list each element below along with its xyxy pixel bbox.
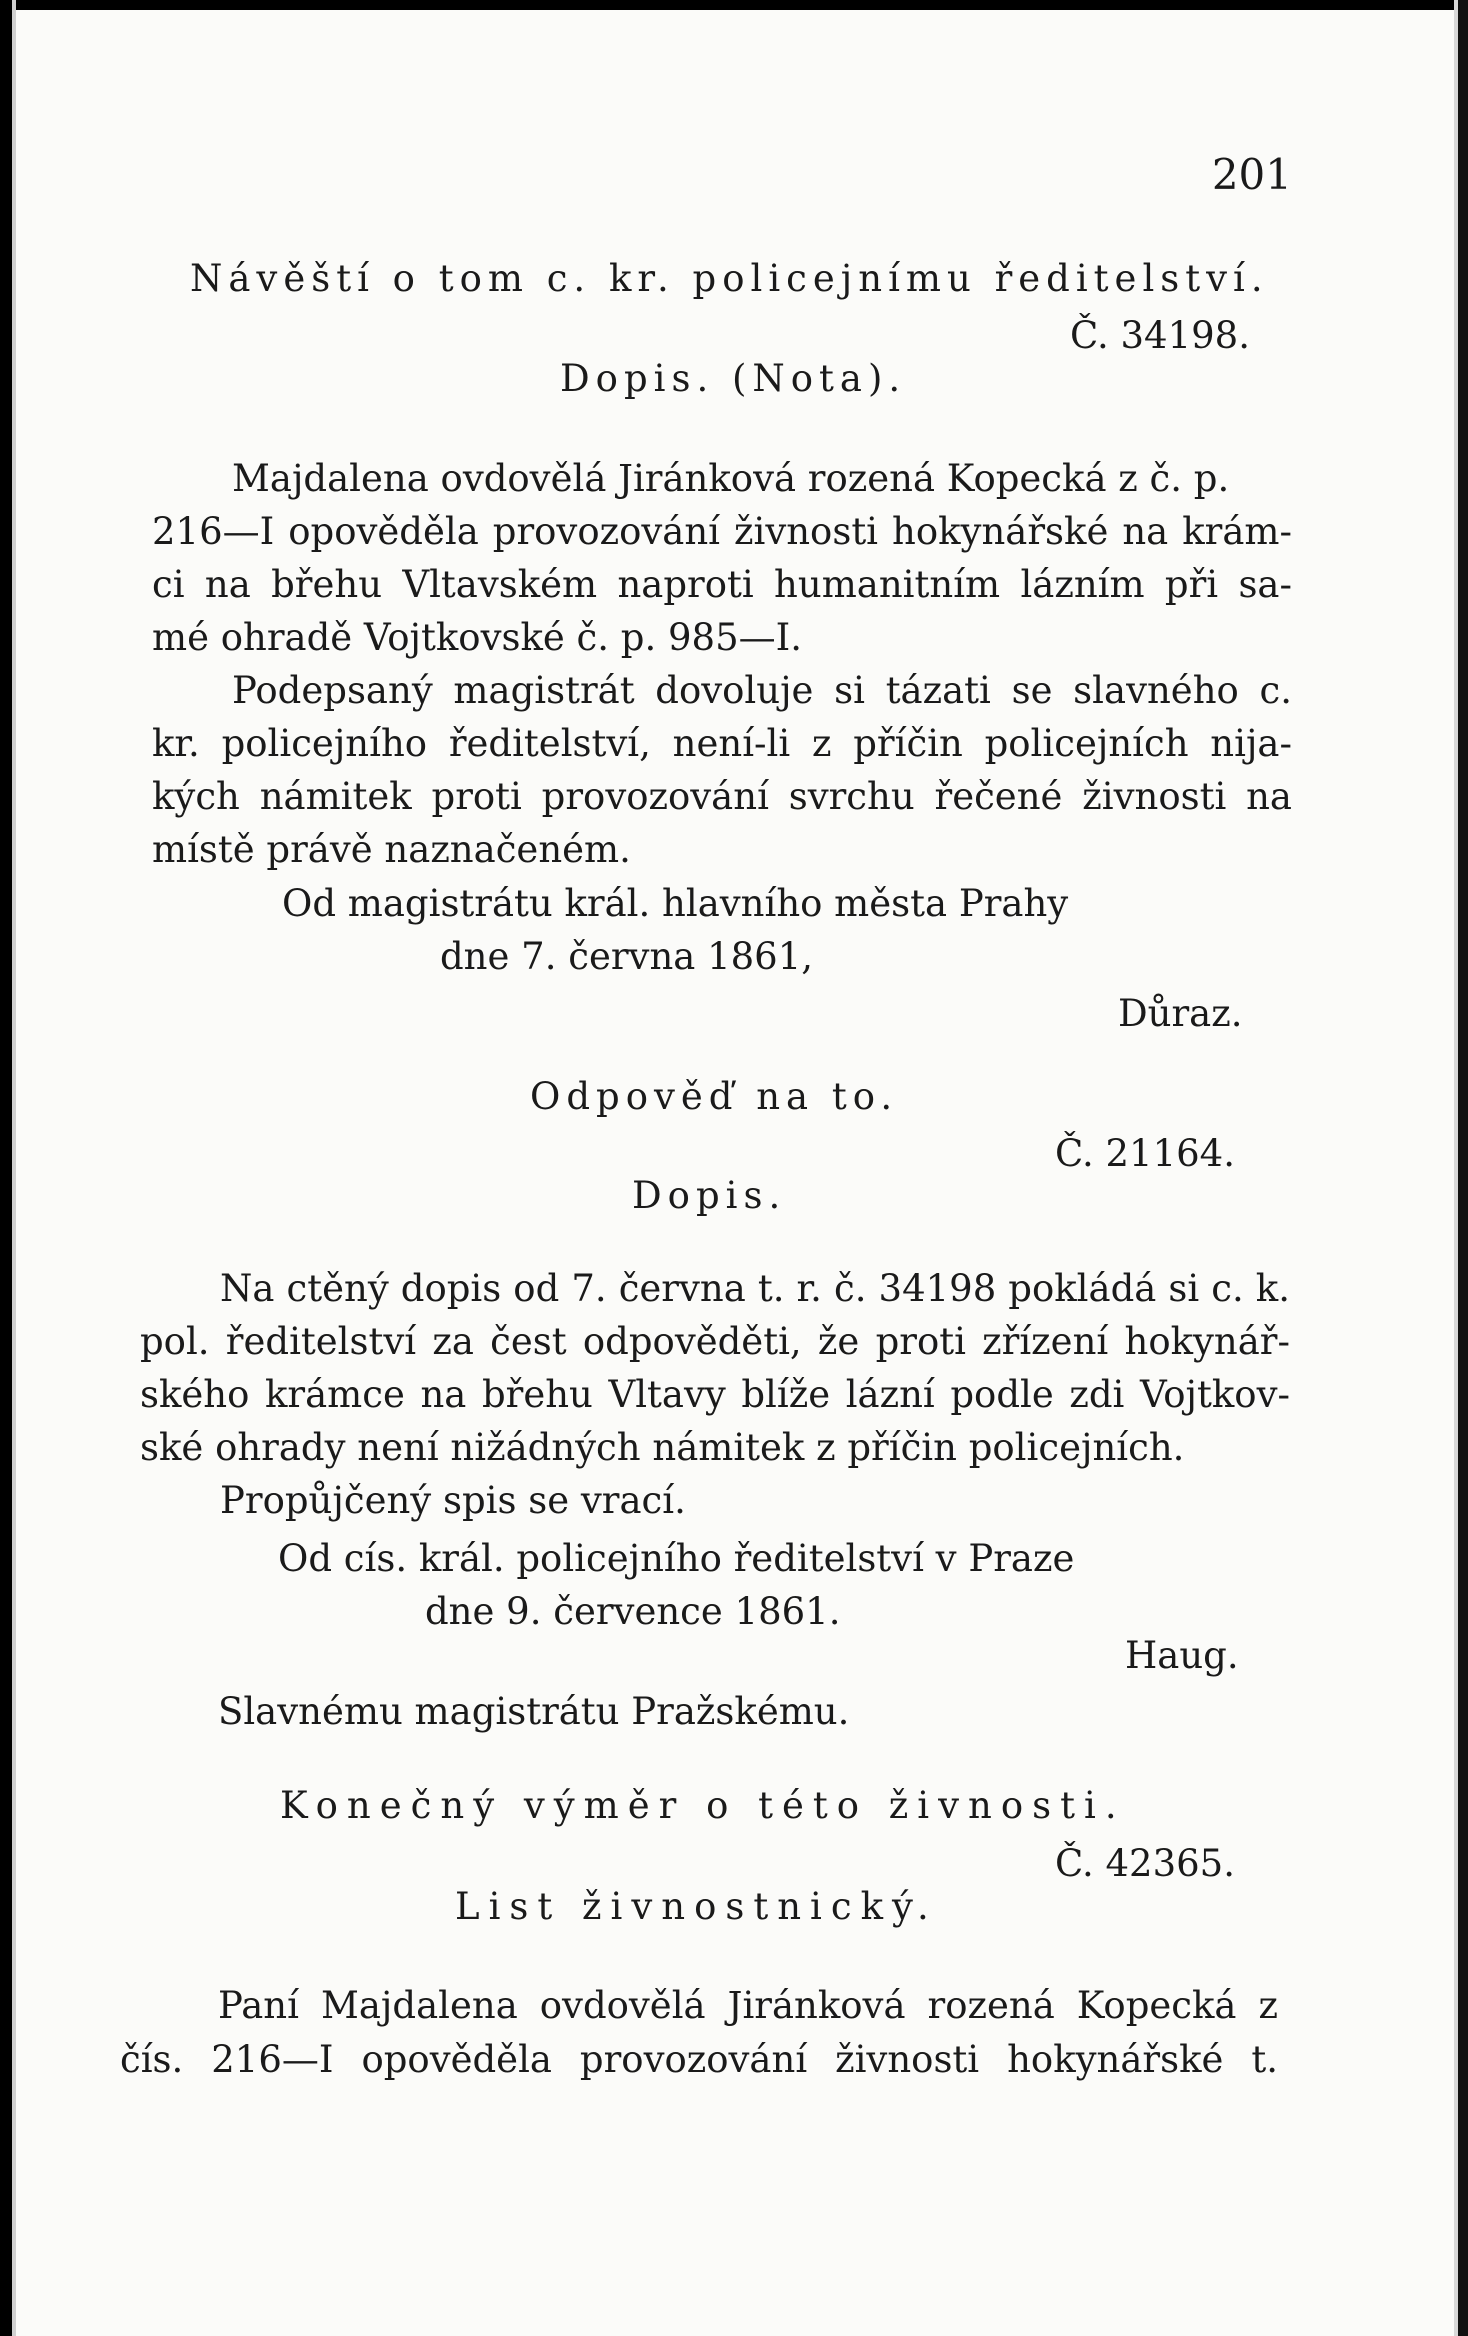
section3-body-line: Paní Majdalena ovdovělá Jiránková rozená Kopecká z [218, 1984, 1278, 2027]
section3-subheading: List živnostnický. [455, 1885, 938, 1928]
scan-border-left-gap [12, 0, 16, 2336]
section1-number: Č. 34198. [1070, 314, 1250, 357]
section1-heading: Návěští o tom c. kr. policejnímu ředitelství. [190, 257, 1269, 300]
section1-body-line: místě právě naznačeném. [152, 828, 631, 871]
section2-date: dne 9. července 1861. [425, 1590, 841, 1633]
section2-sender: Od cís. král. policejního ředitelství v Praze [278, 1537, 1075, 1580]
section2-body-line: pol. ředitelství za čest odpověděti, že proti zřízení hokynář- [140, 1320, 1290, 1363]
section2-body-line: Na ctěný dopis od 7. června t. r. č. 34198 pokládá si c. k. [220, 1267, 1290, 1310]
scan-border-top [0, 0, 1468, 10]
section3-body-line: čís. 216—I opověděla provozování živnosti hokynářské t. [120, 2038, 1278, 2081]
section1-body-line: kr. policejního ředitelství, není-li z příčin policejních nija- [152, 722, 1292, 765]
section2-body-line: ského krámce na břehu Vltavy blíže lázní podle zdi Vojtkov- [140, 1373, 1290, 1416]
scan-border-right [1458, 0, 1468, 2336]
section1-body-line: ci na břehu Vltavském naproti humanitním lázním při sa- [152, 563, 1292, 606]
section2-body-line: ské ohrady není nižádných námitek z příčin policejních. [140, 1426, 1185, 1469]
section1-body-line: 216—I opověděla provozování živnosti hokynářské na krám- [152, 510, 1292, 553]
section1-signature: Důraz. [1118, 992, 1243, 1035]
section1-date: dne 7. června 1861, [440, 935, 814, 978]
section1-body-line: kých námitek proti provozování svrchu řečené živnosti na [152, 775, 1292, 818]
section1-body-line: mé ohradě Vojtkovské č. p. 985—I. [152, 616, 802, 659]
section2-signature: Haug. [1125, 1634, 1239, 1677]
section3-number: Č. 42365. [1055, 1842, 1235, 1885]
page-number: 201 [1211, 150, 1292, 199]
section1-body-line: Podepsaný magistrát dovoluje si tázati se slavného c. [232, 669, 1292, 712]
section1-sender: Od magistrátu král. hlavního města Prahy [282, 882, 1069, 925]
section1-body-line: Majdalena ovdovělá Jiránková rozená Kopecká z č. p. [232, 457, 1230, 500]
section2-heading: Odpověď na to. [530, 1075, 899, 1118]
section2-subheading: Dopis. [632, 1174, 787, 1217]
section2-body-line: Propůjčený spis se vrací. [220, 1479, 686, 1522]
section3-heading: Konečný výměr o této živnosti. [280, 1784, 1126, 1827]
section2-number: Č. 21164. [1055, 1132, 1235, 1175]
section2-addressee: Slavnému magistrátu Pražskému. [218, 1690, 850, 1733]
scan-border-left [0, 0, 12, 2336]
section1-subheading: Dopis. (Nota). [560, 357, 907, 400]
